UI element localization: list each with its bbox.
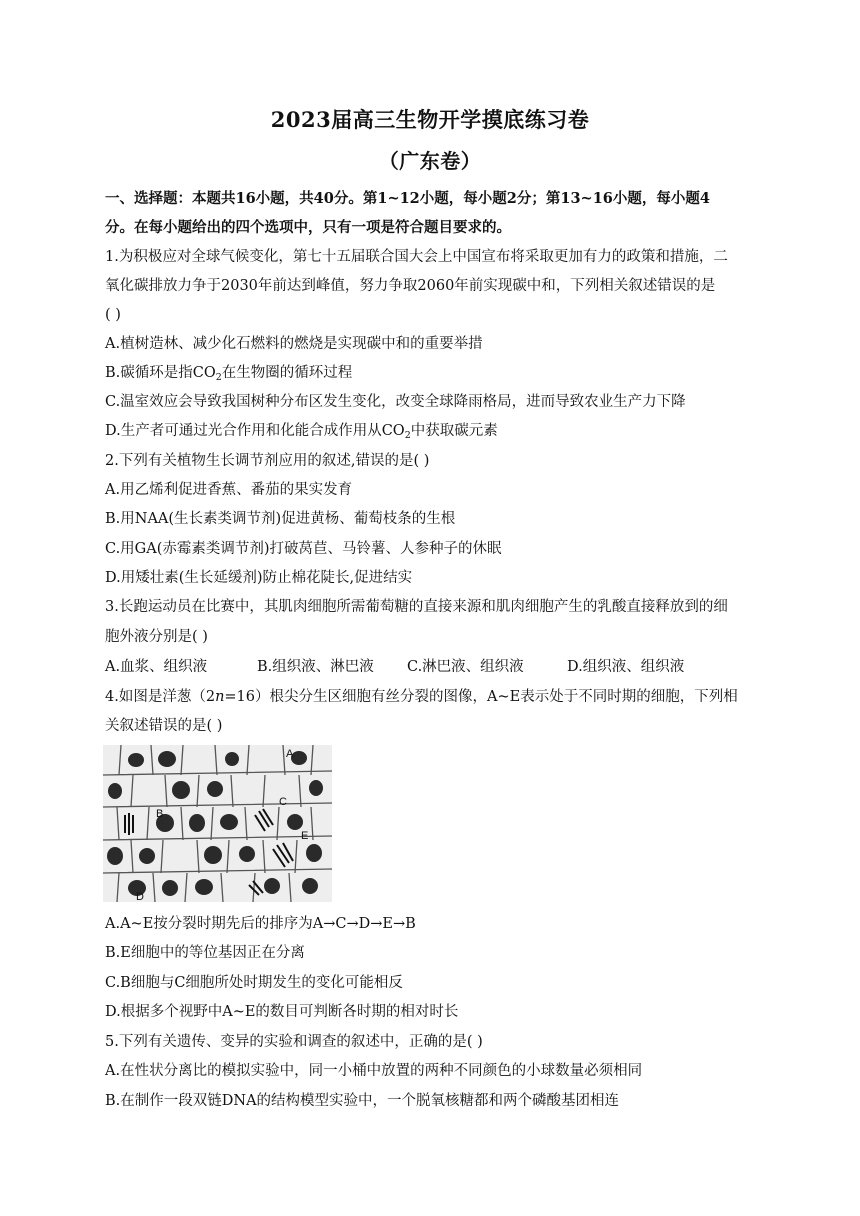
q5-stem: 5.下列有关遗传、变异的实验和调查的叙述中，正确的是( ) xyxy=(105,1034,483,1050)
section-instructions-line1: 一、选择题：本题共16小题，共40分。第1~12小题，每小题2分；第13~16小题，每小题4 xyxy=(105,190,710,207)
q1-stem-line1: 1.为积极应对全球气候变化，第七十五届联合国大会上中国宣布将采取更加有力的政策和措施，二 xyxy=(105,249,728,265)
q2-option-c: C.用GA(赤霉素类调节剂)打破莴苣、马铃薯、人参种子的休眠 xyxy=(105,541,502,557)
page-subtitle: （广东卷） xyxy=(378,149,482,173)
q2-option-b: B.用NAA(生长素类调节剂)促进黄杨、葡萄枝条的生根 xyxy=(105,511,456,527)
q2-option-a: A.用乙烯利促进香蕉、番茄的果实发育 xyxy=(105,482,353,498)
q3-option-b: B.组织液、淋巴液 xyxy=(257,659,374,675)
section-instructions-line2: 分。在每小题给出的四个选项中，只有一项是符合题目要求的。 xyxy=(105,219,511,236)
q1-option-a: A.植树造林、减少化石燃料的燃烧是实现碳中和的重要举措 xyxy=(105,336,483,352)
figure-label-e: E xyxy=(301,830,309,842)
q3-option-d: D.组织液、组织液 xyxy=(567,659,685,675)
figure-label-b: B xyxy=(156,808,164,820)
q1-option-b: B.碳循环是指$CO_2$在生物圈的循环过程 xyxy=(105,365,353,383)
q4-option-c: C.B细胞与C细胞所处时期发生的变化可能相反 xyxy=(105,975,403,991)
figure-label-d: D xyxy=(136,891,144,902)
q3-stem-line2: 胞外液分别是( ) xyxy=(105,629,208,645)
q2-option-d: D.用矮壮素(生长延缓剂)防止棉花陡长,促进结实 xyxy=(105,570,413,586)
q1-option-d: D.生产者可通过光合作用和化能合成作用从$CO_2$中获取碳元素 xyxy=(105,423,498,441)
q4-option-b: B.E细胞中的等位基因正在分离 xyxy=(105,945,305,961)
q5-option-a: A.在性状分离比的模拟实验中，同一小桶中放置的两种不同颜色的小球数量必须相同 xyxy=(105,1063,643,1079)
q4-option-d: D.根据多个视野中A~E的数目可判断各时期的相对时长 xyxy=(105,1004,459,1020)
q3-option-a: A.血浆、组织液 xyxy=(105,659,208,675)
q3-stem-line1: 3.长跑运动员在比赛中，其肌肉细胞所需葡萄糖的直接来源和肌肉细胞产生的乳酸直接释放到的细 xyxy=(105,599,728,615)
figure-label-a: A xyxy=(286,748,294,760)
q1-stem-line2: 氧化碳排放力争于2030年前达到峰值，努力争取2060年前实现碳中和，下列相关叙述错误的是 xyxy=(105,278,716,294)
q2-stem: 2.下列有关植物生长调节剂应用的叙述,错误的是( ) xyxy=(105,453,430,469)
onion-root-tip-micrograph xyxy=(103,745,332,902)
q1-option-c: C.温室效应会导致我国树种分布区发生变化，改变全球降雨格局，进而导致农业生产力下降 xyxy=(105,394,686,410)
q5-option-b: B.在制作一段双链DNA的结构模型实验中，一个脱氧核糖都和两个磷酸基团相连 xyxy=(105,1093,620,1109)
figure-label-c: C xyxy=(279,796,287,808)
q3-options xyxy=(105,658,765,676)
page-title: 2023届高三生物开学摸底练习卷 xyxy=(270,107,590,132)
q1-answer-bracket: ( ) xyxy=(105,307,121,323)
q4-stem-line1: 4.如图是洋葱（2n=16）根尖分生区细胞有丝分裂的图像，A~E表示处于不同时期的细胞，下列相 xyxy=(105,689,738,705)
q4-option-a: A.A~E按分裂时期先后的排序为A→C→D→E→B xyxy=(105,916,416,932)
q3-option-c: C.淋巴液、组织液 xyxy=(407,659,524,675)
q4-stem-line2: 关叙述错误的是( ) xyxy=(105,718,223,734)
